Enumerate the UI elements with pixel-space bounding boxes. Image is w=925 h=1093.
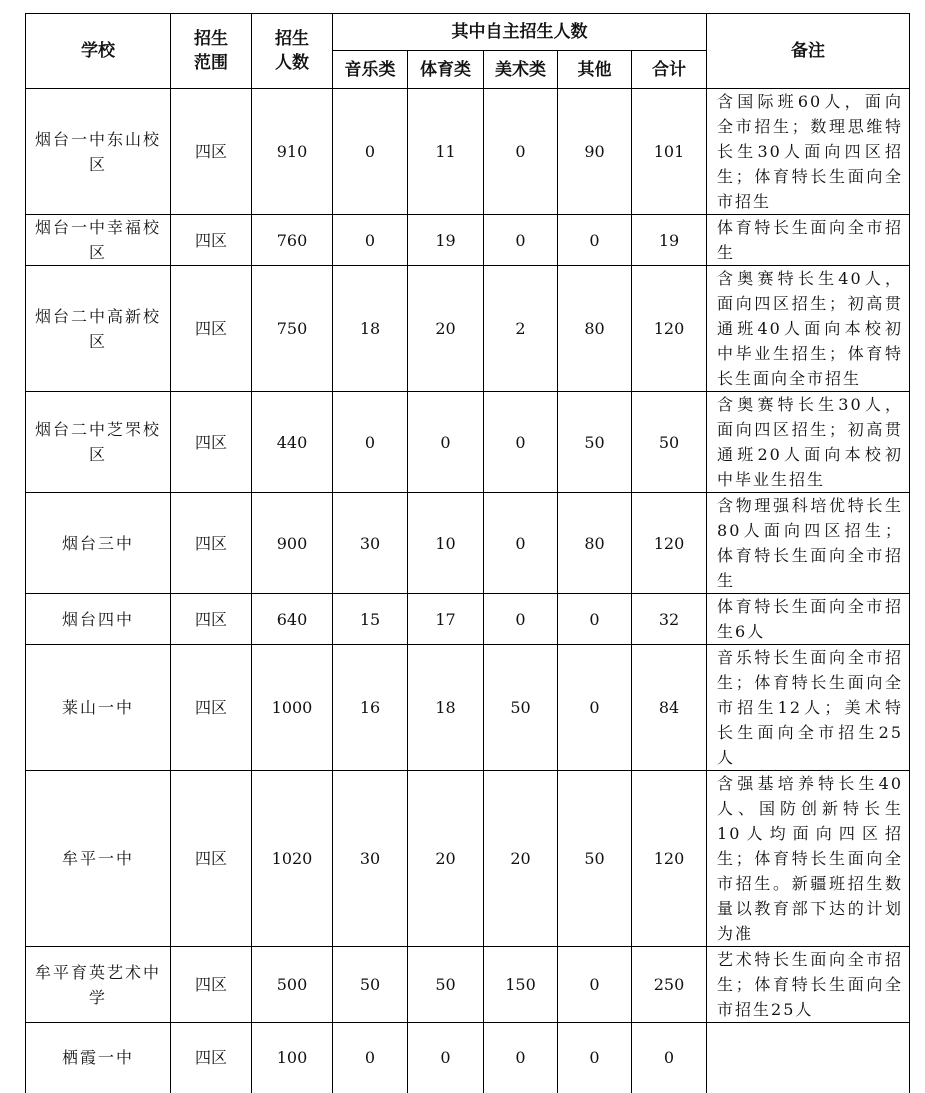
cell-total: 250 (632, 947, 707, 1023)
table-row (26, 771, 910, 947)
cell-range: 四区 (171, 266, 252, 392)
header-independent: 其中自主招生人数 (333, 14, 707, 51)
cell-range: 四区 (171, 215, 252, 266)
cell-art: 50 (484, 645, 558, 771)
table-row (26, 493, 910, 594)
cell-count: 910 (252, 89, 333, 215)
cell-total: 0 (632, 1023, 707, 1093)
cell-sports: 0 (408, 392, 484, 493)
cell-count: 100 (252, 1023, 333, 1093)
cell-art: 0 (484, 215, 558, 266)
header-sports: 体育类 (408, 51, 484, 89)
cell-remark: 艺术特长生面向全市招生；体育特长生面向全市招生25人 (707, 947, 910, 1023)
cell-count: 440 (252, 392, 333, 493)
cell-other: 50 (558, 392, 632, 493)
cell-sports: 17 (408, 594, 484, 645)
cell-range: 四区 (171, 1023, 252, 1093)
cell-remark: 音乐特长生面向全市招生；体育特长生面向全市招生12人；美术特长生面向全市招生25人 (707, 645, 910, 771)
cell-art: 0 (484, 89, 558, 215)
table-row (26, 594, 910, 645)
cell-total: 120 (632, 493, 707, 594)
cell-music: 18 (333, 266, 408, 392)
cell-music: 0 (333, 89, 408, 215)
table-row (26, 1023, 910, 1093)
cell-sports: 10 (408, 493, 484, 594)
header-other: 其他 (558, 51, 632, 89)
cell-art: 2 (484, 266, 558, 392)
cell-school: 烟台三中 (26, 493, 171, 594)
cell-remark: 体育特长生面向全市招生6人 (707, 594, 910, 645)
cell-total: 120 (632, 771, 707, 947)
cell-total: 50 (632, 392, 707, 493)
cell-school: 烟台二中高新校区 (26, 266, 171, 392)
table-row (26, 645, 910, 771)
header-art: 美术类 (484, 51, 558, 89)
cell-sports: 18 (408, 645, 484, 771)
cell-count: 500 (252, 947, 333, 1023)
cell-art: 0 (484, 1023, 558, 1093)
cell-school: 烟台一中幸福校区 (26, 215, 171, 266)
cell-music: 50 (333, 947, 408, 1023)
cell-count: 1000 (252, 645, 333, 771)
cell-remark (707, 1023, 910, 1093)
cell-other: 0 (558, 215, 632, 266)
cell-art: 0 (484, 392, 558, 493)
cell-school: 烟台二中芝罘校区 (26, 392, 171, 493)
cell-music: 0 (333, 1023, 408, 1093)
enrollment-table (25, 13, 910, 1093)
cell-count: 1020 (252, 771, 333, 947)
header-music: 音乐类 (333, 51, 408, 89)
cell-total: 19 (632, 215, 707, 266)
cell-remark: 含强基培养特长生40人、国防创新特长生10人均面向四区招生；体育特长生面向全市招生。新疆班招生数量以教育部下达的计划为准 (707, 771, 910, 947)
cell-art: 150 (484, 947, 558, 1023)
table-row (26, 215, 910, 266)
cell-other: 50 (558, 771, 632, 947)
cell-remark: 含物理强科培优特长生80人面向四区招生；体育特长生面向全市招生 (707, 493, 910, 594)
cell-sports: 11 (408, 89, 484, 215)
header-total: 合计 (632, 51, 707, 89)
cell-total: 84 (632, 645, 707, 771)
table-row (26, 89, 910, 215)
cell-art: 20 (484, 771, 558, 947)
cell-remark: 含奥赛特长生40人，面向四区招生；初高贯通班40人面向本校初中毕业生招生；体育特长生面向全市招生 (707, 266, 910, 392)
cell-count: 750 (252, 266, 333, 392)
cell-school: 栖霞一中 (26, 1023, 171, 1093)
cell-school: 烟台四中 (26, 594, 171, 645)
cell-other: 0 (558, 645, 632, 771)
table-row (26, 392, 910, 493)
cell-count: 900 (252, 493, 333, 594)
cell-range: 四区 (171, 89, 252, 215)
header-remark: 备注 (707, 14, 910, 89)
cell-total: 120 (632, 266, 707, 392)
cell-other: 0 (558, 1023, 632, 1093)
cell-music: 15 (333, 594, 408, 645)
cell-count: 760 (252, 215, 333, 266)
cell-school: 莱山一中 (26, 645, 171, 771)
cell-school: 牟平一中 (26, 771, 171, 947)
cell-sports: 50 (408, 947, 484, 1023)
cell-other: 0 (558, 947, 632, 1023)
cell-total: 101 (632, 89, 707, 215)
cell-sports: 20 (408, 266, 484, 392)
cell-range: 四区 (171, 771, 252, 947)
cell-school: 烟台一中东山校区 (26, 89, 171, 215)
cell-art: 0 (484, 594, 558, 645)
cell-range: 四区 (171, 645, 252, 771)
cell-music: 30 (333, 771, 408, 947)
header-count: 招生 人数 (252, 14, 333, 89)
cell-other: 80 (558, 266, 632, 392)
table-row (26, 947, 910, 1023)
cell-count: 640 (252, 594, 333, 645)
cell-total: 32 (632, 594, 707, 645)
cell-remark: 含国际班60人，面向全市招生；数理思维特长生30人面向四区招生；体育特长生面向全市招生 (707, 89, 910, 215)
cell-sports: 0 (408, 1023, 484, 1093)
cell-music: 16 (333, 645, 408, 771)
cell-sports: 19 (408, 215, 484, 266)
cell-remark: 体育特长生面向全市招生 (707, 215, 910, 266)
header-range: 招生 范围 (171, 14, 252, 89)
table-row (26, 266, 910, 392)
cell-music: 30 (333, 493, 408, 594)
cell-other: 80 (558, 493, 632, 594)
cell-art: 0 (484, 493, 558, 594)
cell-other: 0 (558, 594, 632, 645)
cell-range: 四区 (171, 493, 252, 594)
cell-sports: 20 (408, 771, 484, 947)
header-school: 学校 (26, 14, 171, 89)
cell-range: 四区 (171, 392, 252, 493)
cell-range: 四区 (171, 594, 252, 645)
cell-music: 0 (333, 215, 408, 266)
cell-school: 牟平育英艺术中学 (26, 947, 171, 1023)
cell-other: 90 (558, 89, 632, 215)
cell-music: 0 (333, 392, 408, 493)
cell-range: 四区 (171, 947, 252, 1023)
cell-remark: 含奥赛特长生30人，面向四区招生；初高贯通班20人面向本校初中毕业生招生 (707, 392, 910, 493)
